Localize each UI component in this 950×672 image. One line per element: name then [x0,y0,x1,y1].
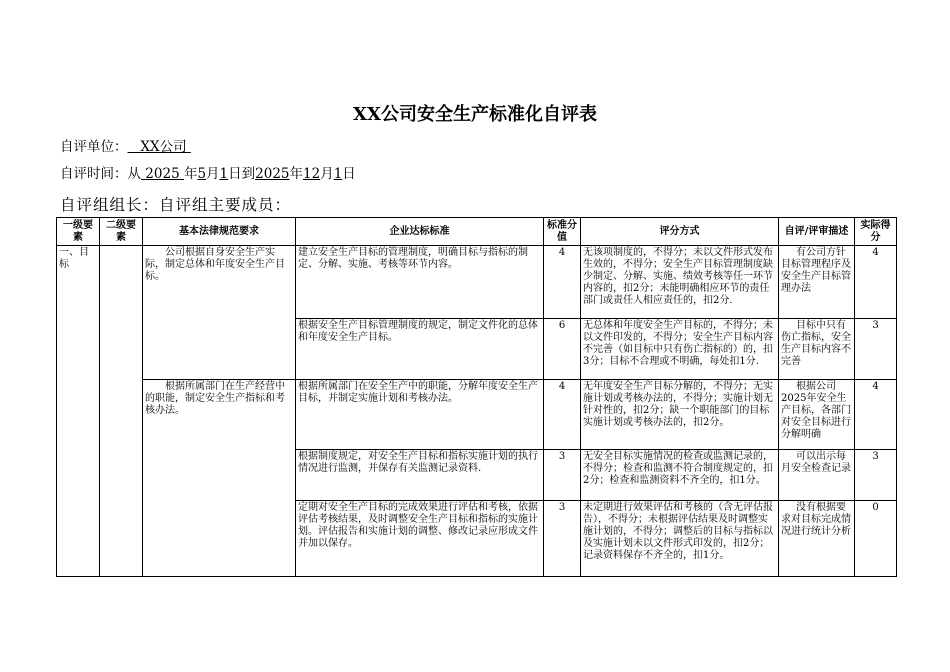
day-to: 日到 [228,166,256,182]
time-label: 自评时间：从 [60,166,141,182]
header-requirement: 基本法律规范要求 [143,218,296,246]
standard-cell: 根据所属部门在安全生产中的职能，分解年度安全生产目标，并制定实施计划和考核办法。 [296,380,544,450]
score-cell: 3 [544,450,581,501]
start-year: 2025 [145,166,180,182]
method-cell: 无安全目标实施情况的检查或监测记录的，不得分；检查和监测不符合制度规定的，扣2分；检查和监测资料不齐全的，扣1分。 [581,450,779,501]
page-title: XX公司安全生产标准化自评表 [353,104,597,125]
method-cell: 无年度安全生产目标分解的，不得分；无实施计划或考核办法的，不得分；实施计划无针对性的，扣2分；缺一个职能部门的目标实施计划或考核办法的，扣2分。 [581,380,779,450]
description-cell: 有公司方针目标管理程序及安全生产目标管理办法 [779,246,855,319]
header-method: 评分方式 [581,218,779,246]
standard-cell: 定期对安全生产目标的完成效果进行评估和考核，依据评估考核结果，及时调整安全生产目标和指标的实施计划。评估报告和实施计划的调整、修改记录应形成文件并加以保存。 [296,501,544,577]
year-suffix: 年 [183,166,198,182]
header-standard: 企业达标标准 [296,218,544,246]
score-cell: 4 [544,380,581,450]
table-header-row [57,218,897,246]
method-cell: 未定期进行效果评估和考核的（含无评估报告），不得分；未根据评估结果及时调整实施计划的，不得分；调整后的目标与指标以及实施计划未以文件形式印发的，扣2分；记录资料保存不齐全的，扣1分。 [581,501,779,577]
description-cell: 根据公司2025年安全生产目标，各部门对安全目标进行分解明确 [779,380,855,450]
month-suffix-2: 月 [320,166,334,182]
score-cell: 4 [544,246,581,319]
end-month: 12 [303,166,321,182]
actual-score-cell: 4 [855,380,897,450]
actual-score-cell: 3 [855,319,897,380]
header-description: 自评/评审描述 [779,218,855,246]
description-cell: 目标中只有伤亡指标，安全生产目标内容不完善 [779,319,855,380]
level2-cell [100,246,143,577]
table-row [57,380,897,450]
end-day: 1 [333,166,343,182]
day-suffix: 日 [342,166,356,182]
header-actual: 实际得分 [855,218,897,246]
requirement-cell: 根据所属部门在生产经营中的职能，制定安全生产指标和考核办法。 [143,380,296,577]
unit-label: 自评单位： [60,139,128,155]
evaluation-table [56,217,897,577]
self-eval-unit [60,135,191,155]
category-cell: 一、目标 [57,246,100,577]
actual-score-cell: 4 [855,246,897,319]
description-cell: 没有根据要求对目标完成情况进行统计分析 [779,501,855,577]
members-label: 自评组主要成员： [159,196,292,214]
requirement-cell: 公司根据自身安全生产实际，制定总体和年度安全生产目标。 [143,246,296,380]
method-cell: 无该项制度的，不得分；未以文件形式发布生效的，不得分；安全生产目标管理制度缺少制定、分解、实施、绩效考核等任一环节内容的，扣2分；未能明确相应环节的责任部门或责任人相应责任的，扣2分. [581,246,779,319]
header-level1: 一级要素 [57,218,100,246]
standard-cell: 根据制度规定，对安全生产目标和指标实施计划的执行情况进行监测，并保存有关监测记录资料. [296,450,544,501]
leader-label: 自评组组长： [60,196,160,214]
self-eval-team [60,193,291,215]
header-score: 标准分值 [544,218,581,246]
month-suffix: 月 [206,166,220,182]
standard-cell: 建立安全生产目标的管理制度，明确目标与指标的制定、分解、实施、考核等环节内容。 [296,246,544,319]
self-eval-time [60,162,356,182]
header-level2: 二级要素 [100,218,143,246]
description-cell: 可以出示每月安全检查记录 [779,450,855,501]
standard-cell: 根据安全生产目标管理制度的规定，制定文件化的总体和年度安全生产目标。 [296,319,544,380]
unit-value: XX公司 [140,139,187,155]
year-suffix-2: 年 [289,166,303,182]
actual-score-cell: 3 [855,450,897,501]
score-cell: 6 [544,319,581,380]
method-cell: 无总体和年度安全生产目标的，不得分；未以文件印发的，不得分；安全生产目标内容不完善（如目标中只有伤亡指标的）的，扣3分；目标不合理或不明确，每处扣1分. [581,319,779,380]
table-row [57,246,897,319]
actual-score-cell: 0 [855,501,897,577]
end-year: 2025 [255,166,290,182]
start-month: 5 [197,166,207,182]
score-cell: 3 [544,501,581,577]
start-day: 1 [219,166,229,182]
